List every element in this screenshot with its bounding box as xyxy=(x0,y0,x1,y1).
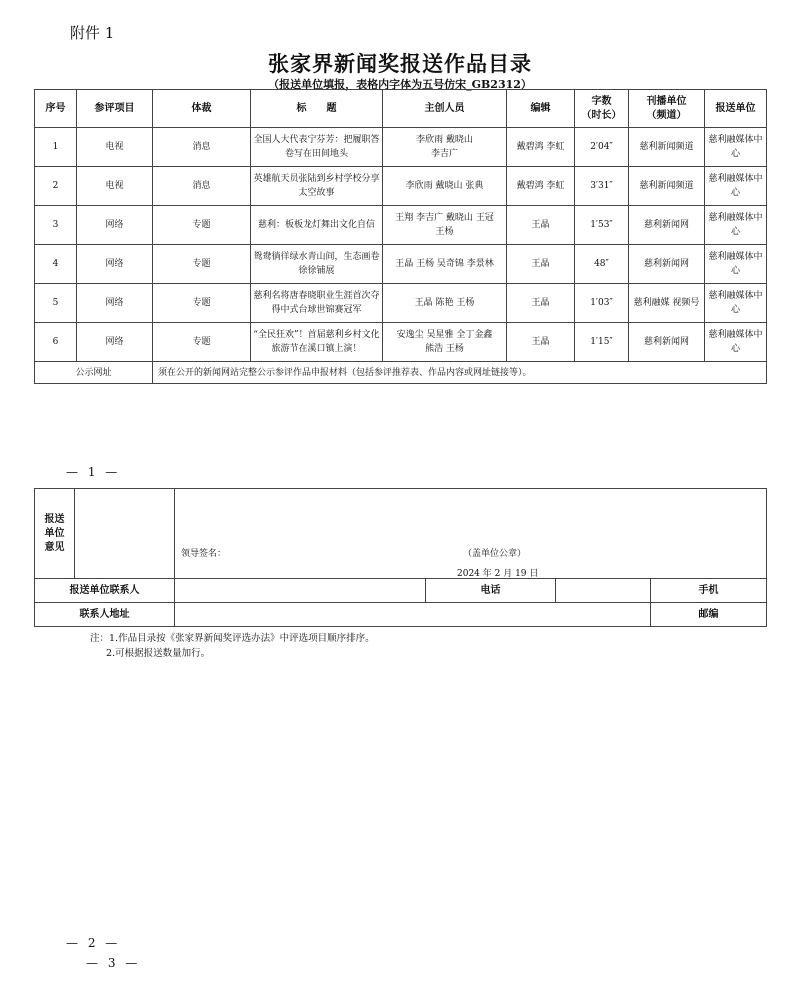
note-item: 注：1.作品目录按《张家界新闻奖评选办法》中评选项目顺序排序。 xyxy=(90,633,375,644)
cell-unit: 慈利融媒体中心 xyxy=(705,206,767,245)
cell-channel: 慈利新闻网 xyxy=(629,206,705,245)
submission-table xyxy=(34,488,767,627)
cell-length: 1′03″ xyxy=(575,284,629,323)
cell-channel: 慈利新闻频道 xyxy=(629,128,705,167)
cell-channel: 慈利融媒 视频号 xyxy=(629,284,705,323)
address-value xyxy=(175,603,651,627)
cell-no: 5 xyxy=(35,284,77,323)
postcode-label: 邮编 xyxy=(651,603,767,627)
cell-editor: 戴碧鸿 李虹 xyxy=(507,167,575,206)
phone-label: 电话 xyxy=(426,579,556,603)
cell-editor: 王晶 xyxy=(507,245,575,284)
cell-no: 3 xyxy=(35,206,77,245)
contact-label: 报送单位联系人 xyxy=(35,579,175,603)
header-creators: 主创人员 xyxy=(383,90,507,128)
page-number-1: — 1 — xyxy=(66,465,121,479)
cell-title: 全国人大代表宁芬芳：把履职答卷写在田间地头 xyxy=(251,128,383,167)
cell-editor: 王晶 xyxy=(507,206,575,245)
table-row xyxy=(35,245,767,284)
cell-title: “全民狂欢”！首届慈利乡村文化旅游节在溪口镇上演！ xyxy=(251,323,383,362)
cell-item: 网络 xyxy=(77,206,153,245)
submission-date: 2024 年 2 月 19 日 xyxy=(457,568,539,579)
header-unit: 报送单位 xyxy=(705,90,767,128)
cell-no: 2 xyxy=(35,167,77,206)
cell-item: 网络 xyxy=(77,245,153,284)
cell-editor: 王晶 xyxy=(507,284,575,323)
header-editor: 编辑 xyxy=(507,90,575,128)
seal-label: （盖单位公章） xyxy=(463,548,527,559)
cell-genre: 专题 xyxy=(153,284,251,323)
cell-no: 1 xyxy=(35,128,77,167)
cell-editor: 王晶 xyxy=(507,323,575,362)
cell-item: 网络 xyxy=(77,323,153,362)
cell-unit: 慈利融媒体中心 xyxy=(705,284,767,323)
header-channel: 刊播单位 （频道） xyxy=(629,90,705,128)
cell-unit: 慈利融媒体中心 xyxy=(705,167,767,206)
works-table xyxy=(34,89,767,384)
header-item: 参评项目 xyxy=(77,90,153,128)
cell-genre: 消息 xyxy=(153,167,251,206)
header-no: 序号 xyxy=(35,90,77,128)
table-row xyxy=(35,206,767,245)
cell-length: 1′15″ xyxy=(575,323,629,362)
opinion-label: 报送 单位 意见 xyxy=(35,489,75,579)
cell-creators: 李欣雨 戴晓山 李吉广 xyxy=(383,128,507,167)
cell-genre: 消息 xyxy=(153,128,251,167)
opinion-blank xyxy=(75,489,175,579)
cell-creators: 王晶 王杨 吴奇锦 李景林 xyxy=(383,245,507,284)
cell-editor: 戴碧鸿 李虹 xyxy=(507,128,575,167)
table-row xyxy=(35,323,767,362)
phone-value xyxy=(556,579,651,603)
cell-creators: 王翔 李吉广 戴晓山 王冠 王杨 xyxy=(383,206,507,245)
table-row xyxy=(35,167,767,206)
cell-title: 慈利名将唐春晓职业生涯首次夺得中式台球世锦赛冠军 xyxy=(251,284,383,323)
public-url-label: 公示网址 xyxy=(35,362,153,384)
table-row xyxy=(35,128,767,167)
cell-length: 3′31″ xyxy=(575,167,629,206)
cell-length: 48″ xyxy=(575,245,629,284)
mobile-label: 手机 xyxy=(651,579,767,603)
header-words: 字数 （时长） xyxy=(575,90,629,128)
notes xyxy=(90,631,375,661)
document-subtitle: （报送单位填报，表格内字体为五号仿宋_GB2312） xyxy=(268,78,532,91)
document-title: 张家界新闻奖报送作品目录 xyxy=(268,51,532,76)
address-label: 联系人地址 xyxy=(35,603,175,627)
cell-unit: 慈利融媒体中心 xyxy=(705,323,767,362)
cell-item: 电视 xyxy=(77,167,153,206)
cell-creators: 李欣雨 戴晓山 张典 xyxy=(383,167,507,206)
cell-genre: 专题 xyxy=(153,206,251,245)
table-row xyxy=(35,284,767,323)
leader-signature-label: 领导签名： xyxy=(181,548,227,559)
public-url-text: 须在公开的新闻网站完整公示参评作品申报材料（包括参评推荐表、作品内容或网址链接等）。 xyxy=(153,362,767,384)
cell-title: 英雄航天员张陆到乡村学校分享太空故事 xyxy=(251,167,383,206)
attachment-label: 附件 1 xyxy=(70,24,115,42)
cell-item: 电视 xyxy=(77,128,153,167)
cell-length: 1′53″ xyxy=(575,206,629,245)
cell-unit: 慈利融媒体中心 xyxy=(705,128,767,167)
cell-creators: 王晶 陈艳 王杨 xyxy=(383,284,507,323)
cell-creators: 安逸尘 吴星雅 全丁金鑫 熊浩 王杨 xyxy=(383,323,507,362)
cell-channel: 慈利新闻频道 xyxy=(629,167,705,206)
cell-title: 鸳鸯徜徉绿水青山间，生态画卷徐徐铺展 xyxy=(251,245,383,284)
contact-value xyxy=(175,579,426,603)
cell-genre: 专题 xyxy=(153,323,251,362)
page-number-2: — 2 — xyxy=(66,936,121,950)
cell-no: 6 xyxy=(35,323,77,362)
cell-unit: 慈利融媒体中心 xyxy=(705,245,767,284)
cell-length: 2′04″ xyxy=(575,128,629,167)
cell-channel: 慈利新闻网 xyxy=(629,323,705,362)
page-number-3: — 3 — xyxy=(86,956,141,970)
cell-genre: 专题 xyxy=(153,245,251,284)
cell-no: 4 xyxy=(35,245,77,284)
cell-item: 网络 xyxy=(77,284,153,323)
opinion-area xyxy=(175,489,767,579)
header-title: 标 题 xyxy=(251,90,383,128)
public-url-row xyxy=(35,362,767,384)
header-genre: 体裁 xyxy=(153,90,251,128)
cell-title: 慈利：板板龙灯舞出文化自信 xyxy=(251,206,383,245)
table-header-row xyxy=(35,90,767,128)
note-item: 2.可根据报送数量加行。 xyxy=(106,648,211,659)
cell-channel: 慈利新闻网 xyxy=(629,245,705,284)
